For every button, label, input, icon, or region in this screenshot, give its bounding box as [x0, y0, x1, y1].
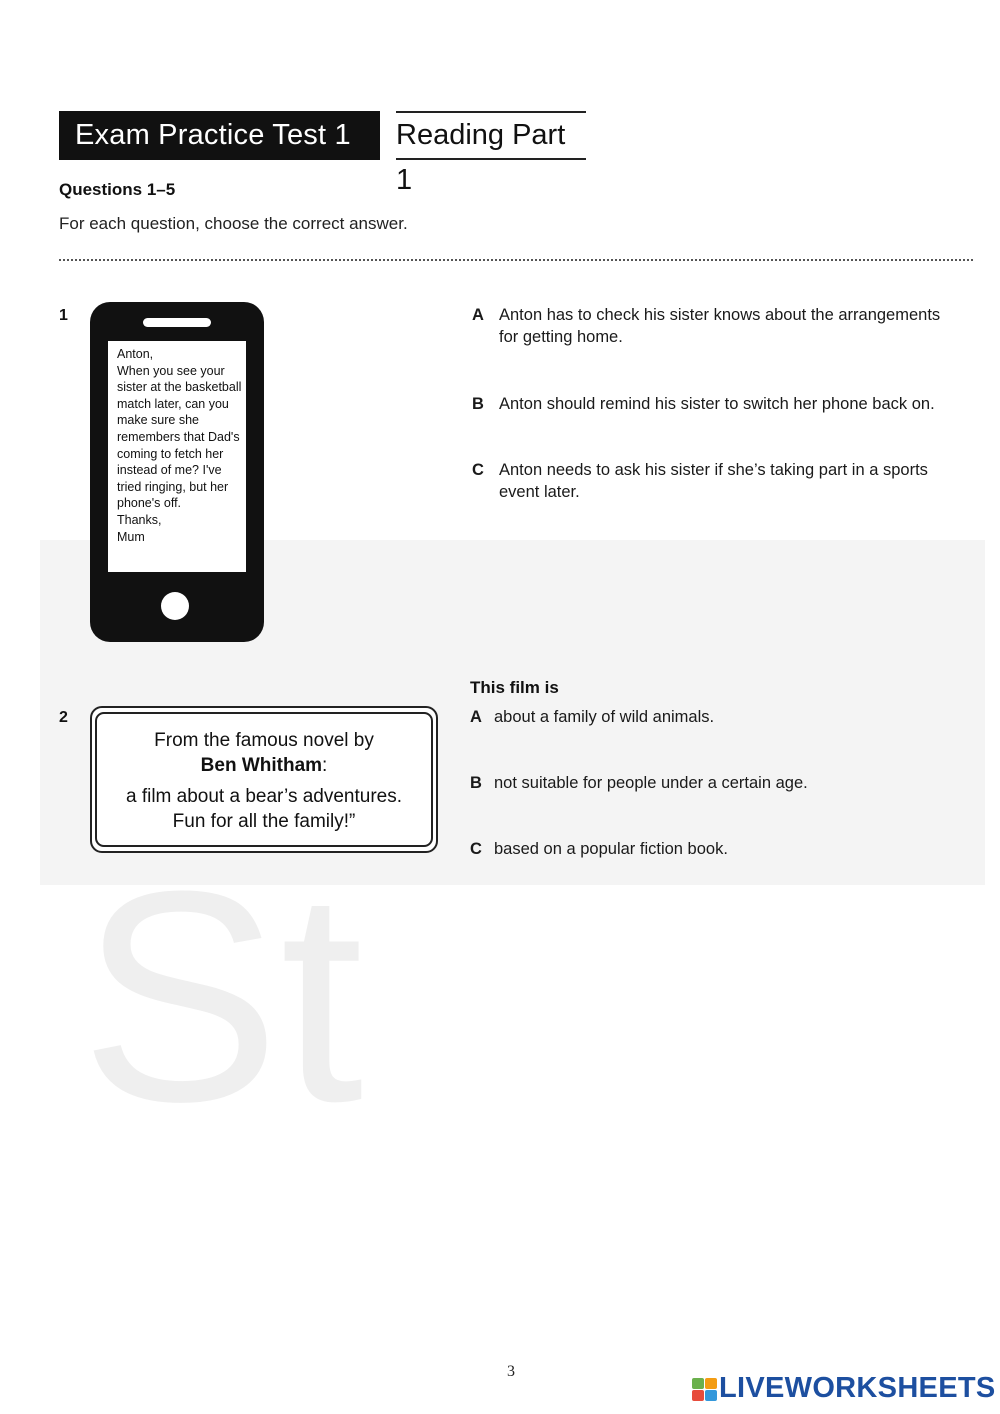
message-closing: Thanks, [117, 512, 162, 527]
message-greeting: Anton, [117, 347, 154, 361]
part-title: Reading Part 1 [396, 111, 586, 160]
notice-line-1: From the famous novel by [154, 730, 374, 751]
phone-home-button [161, 592, 189, 620]
text-message [117, 346, 245, 545]
notice-author: Ben Whitham [200, 755, 323, 776]
question-2-stem: This film is [470, 678, 559, 697]
option-text: Anton has to check his sister knows about the arrangements for getting home. [499, 306, 941, 346]
notice-line-3: a film about a bear’s adventures. [125, 786, 403, 807]
page-number: 3 [507, 1363, 515, 1380]
q1-option-a[interactable] [472, 304, 982, 352]
liveworksheets-logo-icon [692, 1378, 718, 1402]
option-text: based on a popular fiction book. [494, 840, 728, 858]
option-letter: C [472, 461, 484, 479]
q1-option-b[interactable] [472, 393, 982, 417]
option-text: not suitable for people under a certain age. [494, 774, 808, 792]
watermark [60, 870, 480, 1130]
watermark-text: St [80, 870, 364, 1130]
option-text: about a family of wild animals. [494, 708, 715, 726]
option-letter: C [470, 840, 482, 858]
questions-range: Questions 1–5 [59, 180, 176, 199]
option-letter: B [472, 395, 484, 413]
divider [59, 259, 973, 261]
option-letter: A [472, 306, 484, 324]
notice-author-line: Ben Whitham: [200, 755, 328, 776]
instruction: For each question, choose the correct answer. [59, 214, 408, 233]
notice-line-4: Fun for all the family!” [172, 811, 356, 832]
q2-option-b[interactable] [470, 772, 980, 796]
liveworksheets-brand: LIVEWORKSHEETS [719, 1372, 996, 1404]
message-body: When you see your sister at the basketball match later, can you make sure she remembers that Dad's coming to fetch her instead of me? I've tried ringing, but her phone's off. [117, 363, 242, 511]
q1-option-c[interactable] [472, 459, 982, 507]
option-text: Anton should remind his sister to switch her phone back on. [499, 395, 935, 413]
q2-option-c[interactable] [470, 838, 980, 862]
test-title: Exam Practice Test 1 [59, 111, 380, 160]
question-2-number: 2 [59, 709, 68, 726]
option-text: Anton needs to ask his sister if she’s taking part in a sports event later. [499, 461, 928, 501]
option-letter: A [470, 708, 482, 726]
phone-speaker [143, 318, 211, 327]
option-letter: B [470, 774, 482, 792]
message-signature: Mum [117, 529, 145, 544]
film-notice-text [98, 728, 430, 834]
q2-option-a[interactable] [470, 706, 980, 730]
question-1-number: 1 [59, 307, 68, 324]
